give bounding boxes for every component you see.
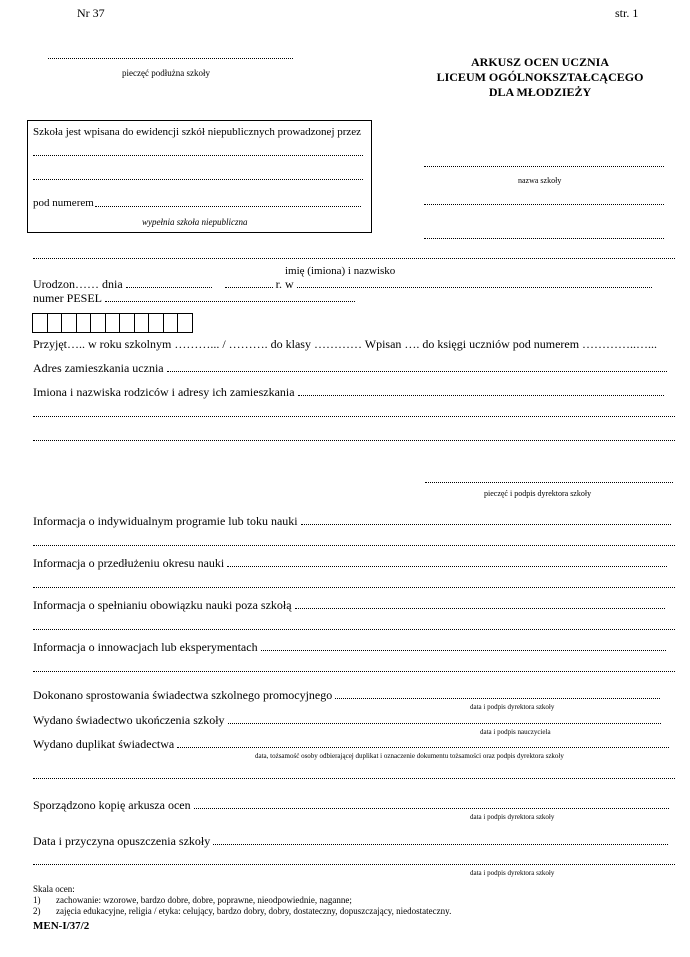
title-line1: ARKUSZ OCEN UCZNIA: [470, 55, 610, 69]
parents-line-3[interactable]: [33, 440, 675, 441]
registry-number-label: pod numerem: [33, 197, 94, 209]
individual-field[interactable]: [301, 523, 671, 525]
registry-note: wypełnia szkoła niepubliczna: [142, 217, 248, 227]
born-month-field[interactable]: [225, 286, 273, 288]
registry-text: Szkoła jest wpisana do ewidencji szkół niepublicznych prowadzonej przez: [33, 126, 362, 138]
correction-label: Dokonano sprostowania świadectwa szkolnego promocyjnego: [33, 688, 333, 702]
obligation-field[interactable]: [295, 607, 665, 609]
individual-line-2[interactable]: [33, 545, 675, 546]
leaving-label: Data i przyczyna opuszczenia szkoły: [33, 834, 211, 848]
scale-item2-num: 2): [33, 906, 41, 916]
obligation-line-2[interactable]: [33, 629, 675, 630]
address-label: Adres zamieszkania ucznia: [33, 361, 164, 375]
school-name-label: nazwa szkoły: [518, 176, 562, 185]
copy-note: data i podpis dyrektora szkoły: [470, 813, 555, 821]
pesel-digit-box[interactable]: [177, 313, 193, 333]
pesel-digit-box[interactable]: [32, 313, 48, 333]
registry-number-line[interactable]: [95, 206, 361, 207]
leaving-note: data i podpis dyrektora szkoły: [470, 869, 555, 877]
pesel-digit-box[interactable]: [163, 313, 179, 333]
copy-row: [33, 798, 669, 813]
director-stamp-line[interactable]: [425, 482, 673, 483]
school-stamp-line: [48, 58, 293, 59]
obligation-label: Informacja o spełnianiu obowiązku nauki poza szkołą: [33, 598, 292, 612]
duplicate-field[interactable]: [177, 746, 669, 748]
extension-field[interactable]: [227, 565, 667, 567]
pesel-digit-box[interactable]: [76, 313, 92, 333]
page-number: str. 1: [615, 6, 639, 20]
extension-line-2[interactable]: [33, 587, 675, 588]
title-line3: DLA MŁODZIEŻY: [488, 85, 592, 99]
copy-label: Sporządzono kopię arkusza ocen: [33, 798, 191, 812]
school-name-line[interactable]: [424, 166, 664, 167]
duplicate-line-2[interactable]: [33, 778, 675, 779]
leaving-line-2[interactable]: [33, 864, 675, 865]
extension-row: [33, 556, 667, 571]
parents-field[interactable]: [298, 394, 664, 396]
parents-line-2[interactable]: [33, 416, 675, 417]
parents-label: Imiona i nazwiska rodziców i adresy ich zamieszkania: [33, 385, 295, 399]
duplicate-label: Wydano duplikat świadectwa: [33, 737, 175, 751]
born-day-field[interactable]: [126, 286, 212, 288]
innovation-line-2[interactable]: [33, 671, 675, 672]
school-stamp-label: pieczęć podłużna szkoły: [122, 68, 210, 78]
address-field[interactable]: [167, 370, 667, 372]
pesel-digit-box[interactable]: [119, 313, 135, 333]
correction-note: data i podpis dyrektora szkoły: [470, 703, 555, 711]
pesel-text-field[interactable]: [105, 300, 355, 302]
scale-item1-num: 1): [33, 895, 41, 905]
duplicate-row: [33, 737, 669, 752]
school-name-line-2[interactable]: [424, 204, 664, 205]
copy-field[interactable]: [194, 807, 669, 809]
obligation-row: [33, 598, 665, 613]
graduation-row: [33, 713, 661, 728]
form-number: Nr 37: [77, 6, 105, 20]
pesel-digit-box[interactable]: [90, 313, 106, 333]
leaving-row: [33, 834, 668, 849]
born-place-field[interactable]: [297, 286, 652, 288]
innovation-field[interactable]: [261, 649, 666, 651]
admission-row[interactable]: Przyjęt….. w roku szkolnym ………... / ………. do klasy ………… Wpisan …. do księgi uczniów pod numerem …………..…...: [33, 337, 658, 351]
graduation-label: Wydano świadectwo ukończenia szkoły: [33, 713, 225, 727]
scale-item2: zajęcia edukacyjne, religia / etyka: celujący, bardzo dobry, dobry, dostateczny, dopuszczający, niedostateczny.: [56, 906, 452, 916]
individual-row: [33, 514, 671, 529]
scale-item1: zachowanie: wzorowe, bardzo dobre, dobre, poprawne, nieodpowiednie, naganne;: [56, 895, 352, 905]
pesel-digit-box[interactable]: [148, 313, 164, 333]
extension-label: Informacja o przedłużeniu okresu nauki: [33, 556, 225, 570]
pesel-row: [33, 291, 355, 306]
born-label: Urodzon…… dnia: [33, 277, 123, 291]
duplicate-note: data, tożsamość osoby odbierającej duplikat i oznaczenie dokumentu tożsamości oraz podpis dyrektora szkoły: [255, 752, 564, 760]
scale-title: Skala ocen:: [33, 884, 75, 894]
address-row: [33, 361, 667, 376]
pesel-digit-box[interactable]: [105, 313, 121, 333]
title-line2: LICEUM OGÓLNOKSZTAŁCĄCEGO: [436, 70, 644, 84]
born-row: [33, 277, 652, 292]
registry-line-1[interactable]: [33, 155, 363, 156]
leaving-field[interactable]: [213, 843, 668, 845]
parents-row: [33, 385, 664, 400]
school-name-line-3[interactable]: [424, 238, 664, 239]
individual-label: Informacja o indywidualnym programie lub toku nauki: [33, 514, 298, 528]
innovation-label: Informacja o innowacjach lub eksperymentach: [33, 640, 258, 654]
pesel-digit-box[interactable]: [61, 313, 77, 333]
born-year-label: r. w: [275, 277, 294, 291]
innovation-row: [33, 640, 666, 655]
pesel-digit-box[interactable]: [47, 313, 63, 333]
graduation-note: data i podpis nauczyciela: [480, 728, 551, 736]
pesel-boxes[interactable]: [33, 313, 193, 333]
correction-row: [33, 688, 660, 703]
correction-field[interactable]: [335, 697, 660, 699]
registry-line-2[interactable]: [33, 179, 363, 180]
student-name-label: imię (imiona) i nazwisko: [285, 265, 396, 277]
director-stamp-label: pieczęć i podpis dyrektora szkoły: [484, 489, 592, 498]
pesel-label: numer PESEL: [33, 291, 102, 305]
pesel-digit-box[interactable]: [134, 313, 150, 333]
form-code: MEN-I/37/2: [33, 920, 90, 932]
graduation-field[interactable]: [228, 722, 661, 724]
student-name-line[interactable]: [33, 258, 675, 259]
